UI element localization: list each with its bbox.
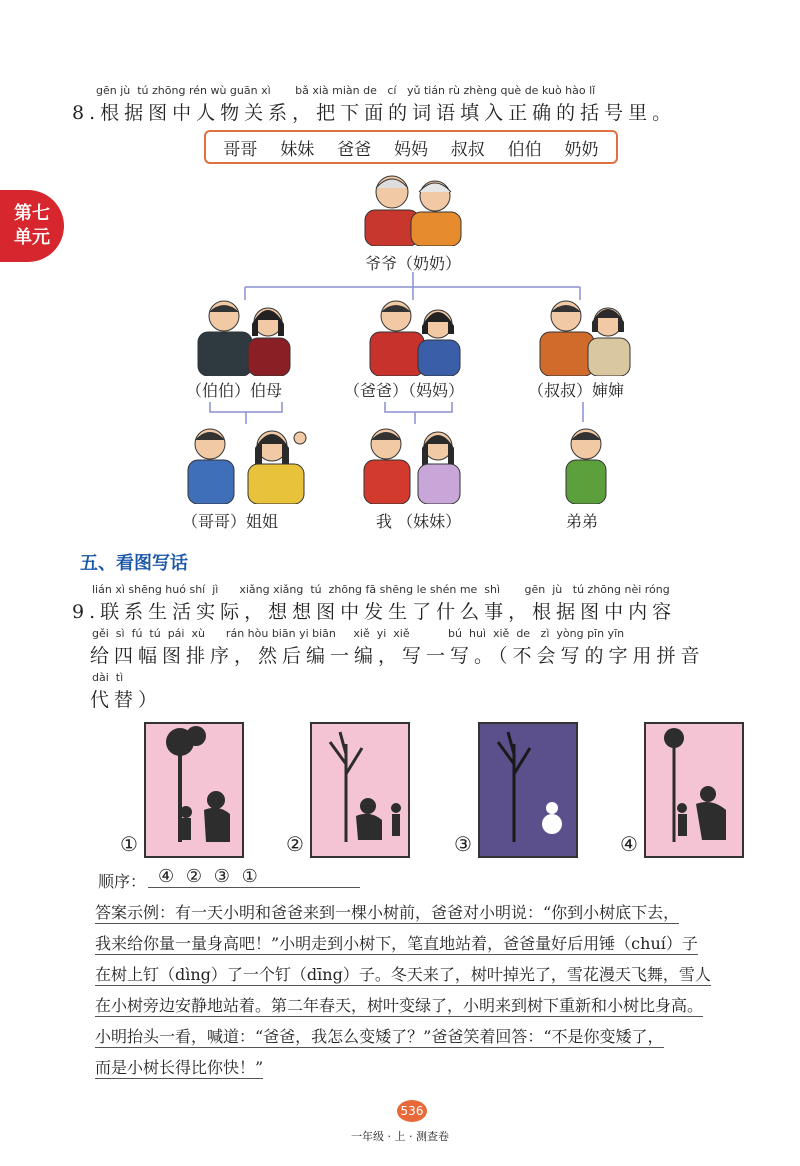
- word-bobo: 伯伯: [507, 139, 542, 160]
- picture-3: [478, 722, 578, 858]
- kids1-illustration: [184, 424, 312, 504]
- footer-text: 一年级 · 上 · 测查卷: [351, 1130, 449, 1143]
- answer-line-2: 我来给你量一量身高吧！”小明走到小树下，笔直地站着，爸爸量好后用锤（chuí）子: [95, 931, 698, 955]
- q9-line-3: 代替）: [90, 689, 163, 711]
- picture-4: [644, 722, 744, 858]
- label-kids2: 我 （妹妹）: [376, 512, 462, 531]
- picture-1-number: ①: [120, 832, 138, 856]
- answer-line-4: 在小树旁边安静地站着。第二年春天，树叶变绿了，小明来到树下重新和小树比身高。: [95, 993, 703, 1017]
- q9-pinyin-1: lián xì shēng huó shí jì xiǎng xiǎng tú zhōng fā shēng le shén me shì gēn jù tú zhōng nèi róng: [92, 583, 670, 596]
- unit-tab-line2: 单元: [14, 227, 50, 248]
- grandparents-illustration: [357, 170, 467, 246]
- spring-measuring-scene: [646, 724, 742, 856]
- q9-pinyin-3: dài tì: [92, 671, 124, 684]
- winter-snowman-scene: [480, 724, 576, 856]
- order-label: 顺序：: [98, 872, 147, 891]
- label-family1: （伯伯）伯母: [186, 381, 283, 400]
- q9-line-1: 9.联系生活实际，想想图中发生了什么事，根据图中内容: [72, 601, 677, 623]
- q8-pinyin: gēn jù tú zhōng rén wù guān xì bǎ xià miàn de cí yǔ tián rù zhèng què de kuò hào lǐ: [96, 84, 596, 97]
- family1-illustration: [194, 296, 294, 376]
- family3-illustration: [536, 296, 636, 376]
- family2-illustration: [366, 296, 466, 376]
- label-family2: （爸爸）（妈妈）: [344, 381, 465, 400]
- answer-line-5: 小明抬头一看，喊道：“爸爸，我怎么变矮了？”爸爸笑着回答：“不是你变矮了，: [95, 1024, 664, 1048]
- kids3-illustration: [562, 424, 610, 504]
- word-mama: 妈妈: [393, 139, 428, 160]
- label-kids1: （哥哥）姐姐: [182, 512, 279, 531]
- label-family3: （叔叔）婶婶: [528, 381, 625, 400]
- label-kids3: 弟弟: [566, 512, 599, 531]
- word-baba: 爸爸: [337, 139, 372, 160]
- label-grandpa: 爷爷（奶奶）: [365, 254, 462, 273]
- picture-1: [144, 722, 244, 858]
- q9-line-2: 给四幅图排序，然后编一编，写一写。（不会写的字用拼音: [90, 645, 705, 667]
- unit-tab-line1: 第七: [14, 203, 50, 224]
- word-nainai: 奶奶: [564, 139, 599, 160]
- answer-line-3: 在树上钉（dìng）了一个钉（dīng）子。冬天来了，树叶掉光了，雪花漫天飞舞，雪人: [95, 962, 711, 986]
- answer-line-1: 答案示例：有一天小明和爸爸来到一棵小树前，爸爸对小明说：“你到小树底下去，: [95, 900, 679, 924]
- tree-with-leaves-scene: [146, 724, 242, 856]
- kids2-illustration: [360, 424, 464, 504]
- tree-measuring-scene: [312, 724, 408, 856]
- q9-pinyin-2: gěi sì fú tú pái xù rán hòu biān yi biān xiě yi xiě bú huì xiě de zì yòng pīn yīn: [92, 627, 625, 640]
- word-gege: 哥哥: [223, 139, 258, 160]
- word-shushu: 叔叔: [450, 139, 485, 160]
- q8-text: 8.根据图中人物关系，把下面的词语填入正确的括号里。: [72, 102, 677, 124]
- picture-3-number: ③: [454, 832, 472, 856]
- picture-2: [310, 722, 410, 858]
- section-heading: 五、看图写话: [80, 553, 188, 574]
- word-meimei: 妹妹: [280, 139, 315, 160]
- picture-2-number: ②: [286, 832, 304, 856]
- page-number: 536: [397, 1100, 427, 1122]
- order-answer: ④ ② ③ ①: [148, 866, 360, 888]
- answer-line-6: 而是小树长得比你快！”: [95, 1055, 263, 1079]
- picture-4-number: ④: [620, 832, 638, 856]
